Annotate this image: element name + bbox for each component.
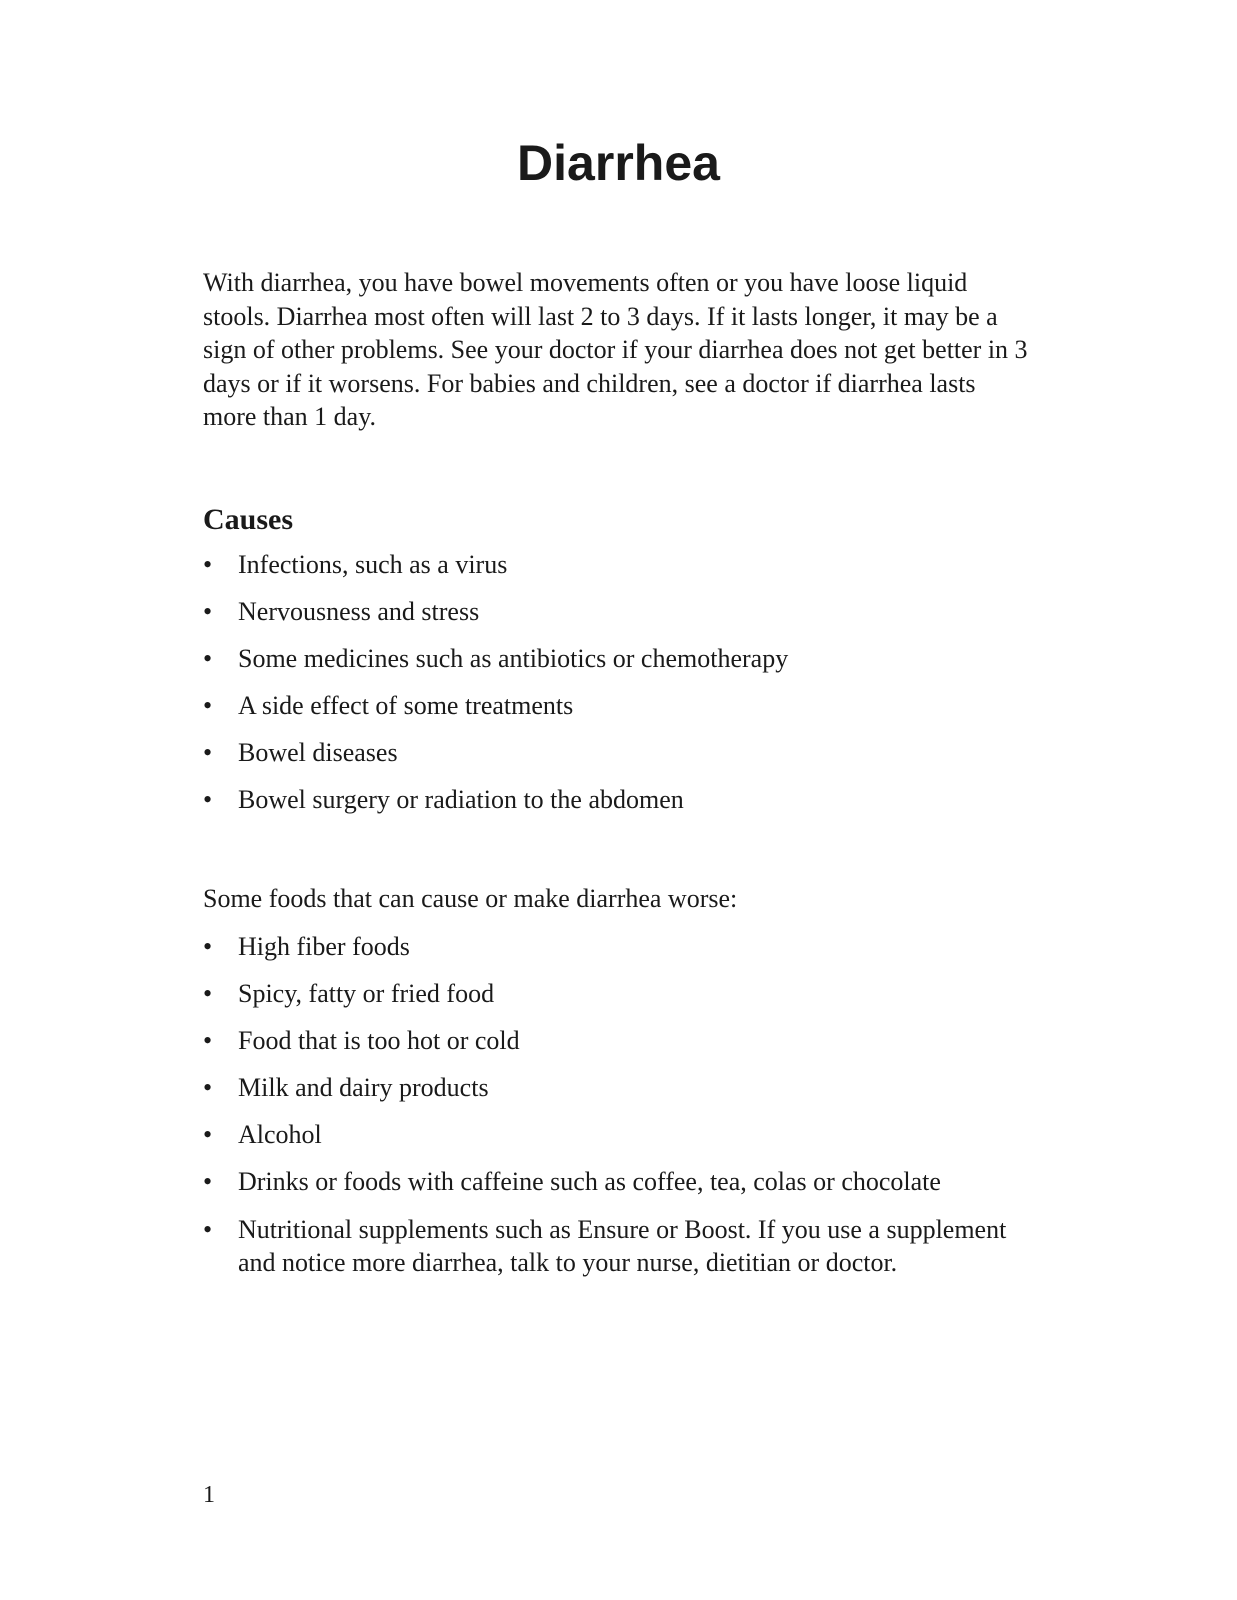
list-item-text: Nutritional supplements such as Ensure or Boost. If you use a supplement and notice more diarrhea, talk to your nurse, dietitian or doctor. [238, 1214, 1007, 1278]
bullet-icon: • [203, 1026, 213, 1056]
list-item [203, 783, 1033, 817]
list-item-text: Food that is too hot or cold [238, 1026, 520, 1056]
list-item [203, 595, 1033, 629]
list-item-text: Alcohol [238, 1120, 322, 1150]
list-item [203, 1071, 1033, 1105]
bullet-icon: • [203, 932, 213, 961]
list-item-text: Infections, such as a virus [238, 550, 508, 579]
bullet-icon: • [203, 1073, 213, 1103]
foods-intro: Some foods that can cause or make diarrhea worse: [203, 884, 738, 913]
list-item [203, 642, 1033, 676]
foods-list [203, 930, 1033, 1293]
list-item-text: Nervousness and stress [238, 597, 480, 627]
list-item-text: High fiber foods [238, 932, 410, 961]
bullet-icon: • [203, 785, 213, 815]
bullet-icon: • [203, 1120, 213, 1150]
list-item [203, 977, 1033, 1011]
causes-heading: Causes [203, 503, 294, 536]
list-item-text: Some medicines such as antibiotics or chemotherapy [238, 644, 789, 674]
causes-list [203, 548, 1033, 831]
bullet-icon: • [203, 644, 213, 674]
list-item [203, 1165, 1033, 1199]
list-item-text: Drinks or foods with caffeine such as coffee, tea, colas or chocolate [238, 1167, 941, 1197]
list-item [203, 1024, 1033, 1058]
list-item-text: Milk and dairy products [238, 1073, 489, 1103]
bullet-icon: • [203, 738, 213, 768]
list-item [203, 1213, 1033, 1280]
list-item [203, 930, 1033, 964]
list-item [203, 689, 1033, 723]
list-item-text: Spicy, fatty or fried food [238, 979, 495, 1009]
list-item-text: Bowel surgery or radiation to the abdomen [238, 785, 684, 815]
list-item [203, 1118, 1033, 1152]
bullet-icon: • [203, 1214, 213, 1244]
intro-paragraph: With diarrhea, you have bowel movements often or you have loose liquid stools. Diarrhea most often will last 2 to 3 days. If it lasts longer, it may be a sign of other problems. See your doctor if your diarrhea does not get better in 3 days or if it worsens. For babies and children, see a doctor if diarrhea lasts more than 1 day. [203, 268, 1028, 432]
list-item-text: A side effect of some treatments [238, 691, 574, 721]
list-item [203, 548, 1033, 582]
page-number: 1 [203, 1482, 215, 1508]
list-item [203, 736, 1033, 770]
page-title: Diarrhea [517, 135, 720, 191]
bullet-icon: • [203, 1167, 213, 1197]
list-item-text: Bowel diseases [238, 738, 398, 768]
bullet-icon: • [203, 597, 213, 627]
bullet-icon: • [203, 979, 213, 1009]
bullet-icon: • [203, 550, 213, 579]
bullet-icon: • [203, 691, 213, 721]
